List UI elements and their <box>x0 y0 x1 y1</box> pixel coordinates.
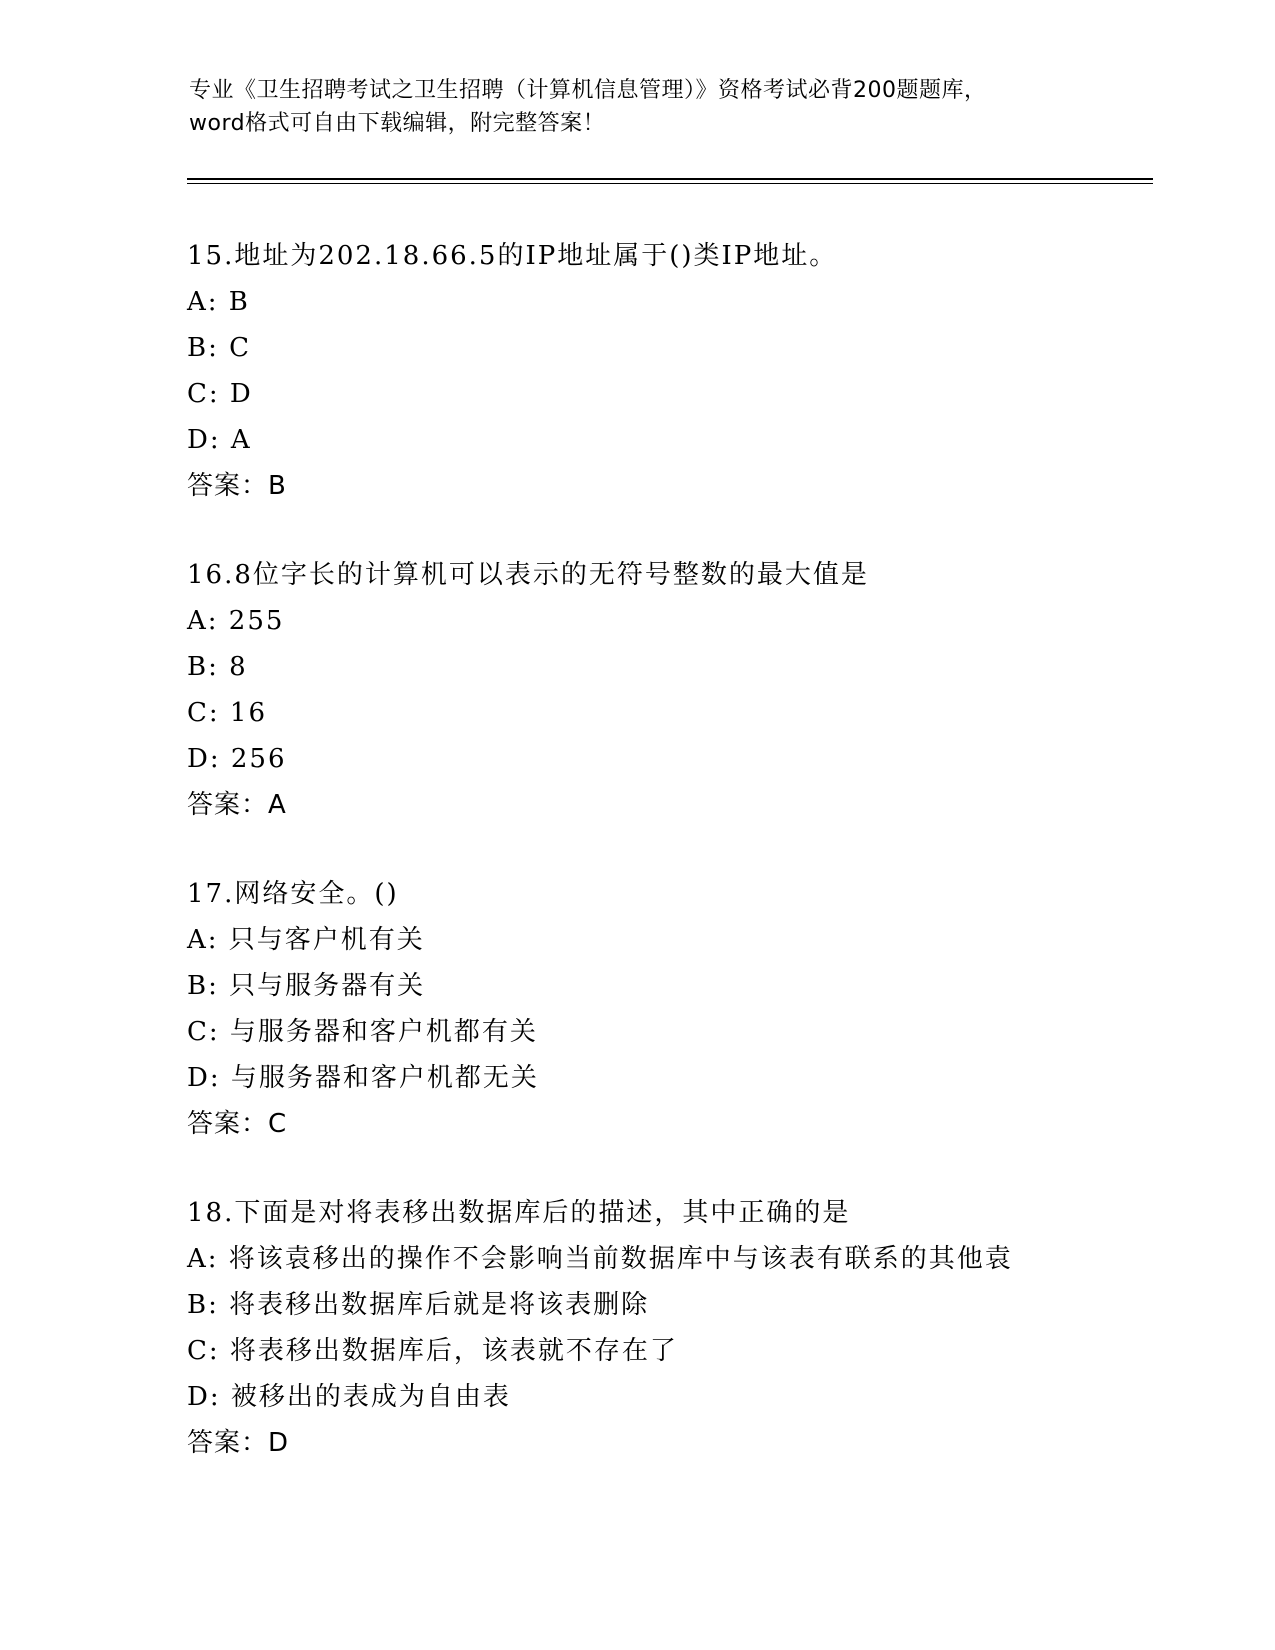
answer-label: 答案：B <box>187 471 287 501</box>
question-title: 18.下面是对将表移出数据库后的描述，其中正确的是 <box>187 1198 851 1228</box>
header-line-1: 专业《卫生招聘考试之卫生招聘（计算机信息管理）》资格考试必背200题题库， <box>189 78 987 103</box>
question-15 <box>187 233 1147 509</box>
option-d: D: 被移出的表成为自由表 <box>187 1382 511 1412</box>
option-b: B: C <box>187 333 252 363</box>
question-title: 15.地址为202.18.66.5的IP地址属于()类IP地址。 <box>187 241 838 271</box>
question-title: 16.8位字长的计算机可以表示的无符号整数的最大值是 <box>187 560 869 590</box>
option-a: A: 将该袁移出的操作不会影响当前数据库中与该表有联系的其他袁 <box>187 1244 1013 1274</box>
option-a: A: 255 <box>187 606 285 636</box>
option-b: B: 只与服务器有关 <box>187 971 426 1001</box>
header-divider-thin <box>187 183 1153 184</box>
option-c: C: D <box>187 379 253 409</box>
option-b: B: 8 <box>187 652 248 682</box>
header-line-2: word格式可自由下载编辑，附完整答案！ <box>189 111 606 136</box>
answer-label: 答案：D <box>187 1428 290 1458</box>
option-d: D: A <box>187 425 252 455</box>
option-c: C: 与服务器和客户机都有关 <box>187 1017 538 1047</box>
option-c: C: 16 <box>187 698 268 728</box>
option-a: A: 只与客户机有关 <box>187 925 425 955</box>
document-header <box>189 74 1089 140</box>
answer-label: 答案：A <box>187 790 287 820</box>
option-d: D: 256 <box>187 744 287 774</box>
option-b: B: 将表移出数据库后就是将该表删除 <box>187 1290 650 1320</box>
question-18 <box>187 1190 1147 1466</box>
answer-label: 答案：C <box>187 1109 288 1139</box>
question-17 <box>187 871 1147 1147</box>
option-a: A: B <box>187 287 250 317</box>
option-c: C: 将表移出数据库后，该表就不存在了 <box>187 1336 678 1366</box>
question-title: 17.网络安全。() <box>187 879 399 909</box>
question-16 <box>187 552 1147 828</box>
option-d: D: 与服务器和客户机都无关 <box>187 1063 539 1093</box>
header-divider-thick <box>187 178 1153 180</box>
